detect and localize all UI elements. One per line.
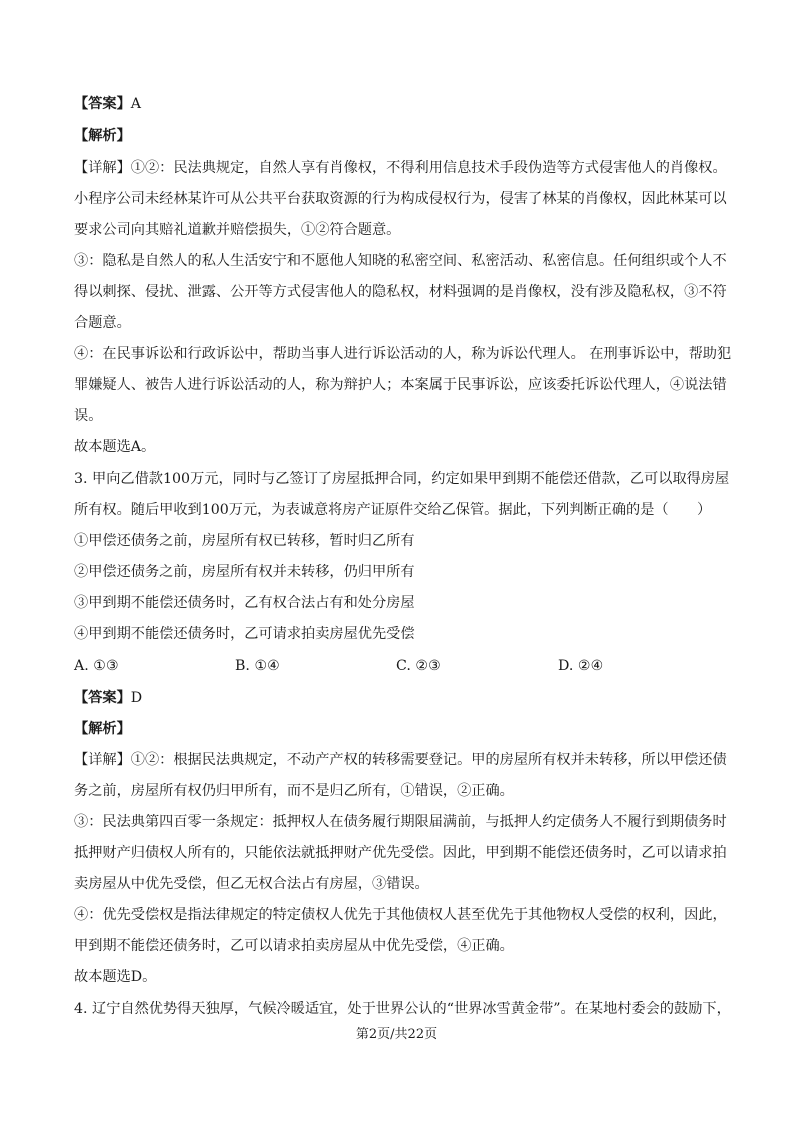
detail-line: 得以刺探、侵扰、泄露、公开等方式侵害他人的隐私权，材料强调的是肖像权，没有涉及隐私权，③不符: [74, 284, 727, 300]
page-number: 第2页/共22页: [355, 1027, 438, 1042]
detail-line: 误。: [74, 408, 103, 424]
detail-line: 务之前，房屋所有权仍归甲所有，而不是归乙所有，①错误，②正确。: [74, 783, 514, 799]
option-c: C. ②③: [396, 658, 441, 674]
detail-line: 合题意。: [74, 315, 131, 331]
detail-line: 抵押财产归债权人所有的，只能依法就抵押财产优先受偿。因此，甲到期不能偿还债务时，乙可以请求拍: [74, 845, 727, 861]
statement-item: ①甲偿还债务之前，房屋所有权已转移，暂时归乙所有: [74, 533, 415, 549]
statement-item: ③甲到期不能偿还债务时，乙有权合法占有和处分房屋: [74, 595, 415, 611]
statement-item: ②甲偿还债务之前，房屋所有权并未转移，仍归甲所有: [74, 564, 415, 580]
detail-line: ④：在民事诉讼和行政诉讼中，帮助当事人进行诉讼活动的人，称为诉讼代理人。 在刑事诉讼中，帮助犯: [74, 346, 732, 362]
detail-line: ④：优先受偿权是指法律规定的特定债权人优先于其他债权人甚至优先于其他物权人受偿的权利，因此，: [74, 907, 727, 923]
detail-line: 甲到期不能偿还债务时，乙可以请求拍卖房屋从中优先受偿，④正确。: [74, 938, 514, 954]
question-stem: 4. 辽宁自然优势得天独厚，气候冷暖适宜，处于世界公认的“世界冰雪黄金带”。在某地村委会的鼓励下，: [74, 1001, 731, 1017]
detail-line: ③：民法典第四百零一条规定：抵押权人在债务履行期限届满前，与抵押人约定债务人不履行到期债务时: [74, 814, 727, 830]
detail-line: 罪嫌疑人、被告人进行诉讼活动的人，称为辩护人；本案属于民事诉讼，应该委托诉讼代理人，④说法错: [74, 377, 727, 393]
detail-line: 卖房屋从中优先受偿，但乙无权合法占有房屋，③错误。: [74, 876, 429, 892]
analysis-label: 【解析】: [74, 128, 131, 144]
statement-item: ④甲到期不能偿还债务时，乙可请求拍卖房屋优先受偿: [74, 626, 415, 642]
option-d: D. ②④: [558, 658, 604, 674]
answer-label: 【答案】: [74, 96, 131, 112]
answer-label: 【答案】: [74, 690, 131, 706]
detail-line: 要求公司向其赔礼道歉并赔偿损失，①②符合题意。: [74, 222, 401, 238]
option-b: B. ①④: [235, 658, 280, 674]
question-stem: 3. 甲向乙借款100万元，同时与乙签订了房屋抵押合同，约定如果甲到期不能偿还借款，乙可以取得房屋: [74, 471, 730, 487]
detail-line: 【详解】①②：民法典规定，自然人享有肖像权，不得利用信息技术手段伪造等方式侵害他人的肖像权。: [74, 160, 727, 176]
detail-line: 【详解】①②：根据民法典规定，不动产产权的转移需要登记。甲的房屋所有权并未转移，所以甲偿还债: [74, 752, 727, 768]
conclusion-line: 故本题选A。: [74, 439, 156, 455]
option-a: A. ①③: [74, 658, 119, 674]
answer-value: A: [130, 96, 142, 112]
answer-value: D: [130, 690, 143, 706]
detail-line: ③：隐私是自然人的私人生活安宁和不愿他人知晓的私密空间、私密活动、私密信息。任何组织或个人不: [74, 253, 727, 269]
analysis-label: 【解析】: [74, 721, 131, 737]
question-stem: 所有权。随后甲收到100万元，为表诚意将房产证原件交给乙保管。据此，下列判断正确的是（ ）: [74, 502, 712, 518]
answer-line: [74, 688, 733, 708]
conclusion-line: 故本题选D。: [74, 969, 157, 985]
detail-line: 小程序公司未经林某许可从公共平台获取资源的行为构成侵权行为，侵害了林某的肖像权，因此林某可以: [74, 191, 727, 207]
answer-line: [74, 94, 733, 114]
